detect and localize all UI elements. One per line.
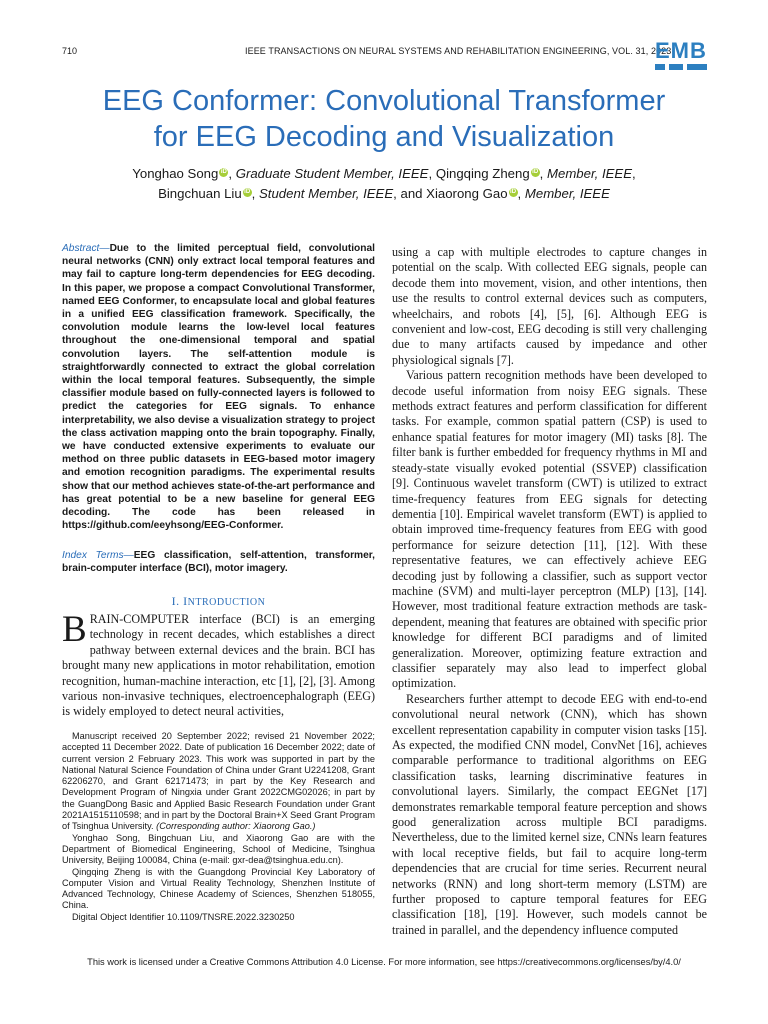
paragraph: Researchers further attempt to decode EEG with end-to-end convolutional neural network (CNN), which has shown excellent representation capability in computer vision tasks [15]. As expected, the modified CNN model, ConvNet [16], achieves comparable performance to traditional algorithms on EEG classification tasks, learning discriminative features in convolutional layers. Similarly, the compact EEGNet [17] demonstrates remarkable temporal feature perception and shows good generalization across multiple BCI paradigms. Nevertheless, due to the limited kernel size, CNNs learn features with local receptive fields, but fail to acquire long-term dependencies that are crucial for time series. Recurrent neural networks (RNN) and long short-term memory (LSTM) are further proposed to capture temporal features for EEG classification [18], [19]. However, such models cannot be trained in parallel, and the dependency influence computed — [392, 691, 707, 937]
author-name: Bingchuan Liu — [158, 186, 242, 201]
introduction-text — [62, 609, 375, 720]
orcid-icon[interactable]: iD — [244, 189, 251, 195]
drop-cap: B — [62, 609, 87, 650]
orcid-icon[interactable]: iD — [532, 169, 539, 175]
author-line-2: Bingchuan Liu iD , Student Member, IEEE, and Xiaorong Gao iD , Member, IEEE — [158, 186, 610, 201]
author-name: Qingqing Zheng — [435, 166, 530, 181]
license-footer: This work is licensed under a Creative Commons Attribution 4.0 License. For more information, see https://creativecommons.org/licenses/by/4.0/ — [87, 957, 681, 967]
author-line-1: Yonghao Song iD , Graduate Student Member, IEEE, Qingqing Zheng iD , Member, IEEE, — [132, 166, 636, 181]
author-list — [0, 164, 768, 204]
orcid-icon[interactable]: iD — [220, 169, 227, 175]
right-column-text — [392, 245, 707, 938]
intro-lead: RAIN-COMPUTER — [89, 612, 190, 626]
emb-logo — [655, 38, 710, 76]
corresponding-author: (Corresponding author: Xiaorong Gao.) — [156, 821, 316, 832]
paragraph: using a cap with multiple electrodes to capture changes in potential on the scalp. With collected EEG signals, people can decode them into movement, vision, and other intentions, then use the results to control external devices such as computers, wheelchairs, and robots [4], [5], [6]. Although EEG is convenient and low-cost, EEG decoding is still very challenging due to many artifacts caused by impedance and other physiological signals [7]. — [392, 245, 707, 367]
author-name: Xiaorong Gao — [426, 186, 508, 201]
author-role: Graduate Student Member, IEEE — [235, 166, 429, 181]
footnotes — [62, 731, 375, 923]
page-number: 710 — [62, 46, 78, 56]
logo-bar — [687, 64, 707, 70]
affiliation-note-2: Qingqing Zheng is with the Guangdong Provincial Key Laboratory of Computer Vision and Virtual Reality Technology, Shenzhen Institute of Advanced Technology, Chinese Academy of Sciences, Shenzhen 518055, China. — [62, 866, 375, 911]
journal-header: IEEE TRANSACTIONS ON NEURAL SYSTEMS AND REHABILITATION ENGINEERING, VOL. 31, 2023 — [245, 46, 672, 56]
manuscript-note: Manuscript received 20 September 2022; revised 21 November 2022; accepted 11 December 2022. Date of publication 16 December 2022; date of current version 2 February 2023. This work was supported in part by the National Natural Science Foundation of China under Grant U2241208, Grant 62206270, and Grant 62171473; in part by the Key Research and Development Program of Ningxia under Grant 2022CMG02026; in part by the GuangDong Basic and Applied Basic Research Foundation under Grant 2021A1515110598; and in part by the Doctoral Brain+X Seed Grant Program of Tsinghua University. — [62, 731, 375, 832]
affiliation-note-1: Yonghao Song, Bingchuan Liu, and Xiaorong Gao are with the Department of Biomedical Engineering, School of Medicine, Tsinghua University, Beijing 100084, China (e-mail: gxr-dea@tsinghua.edu.cn). — [62, 832, 375, 866]
emb-logo-text: EMB — [655, 38, 707, 63]
abstract-label: Abstract— — [62, 243, 110, 254]
index-terms-label: Index Terms— — [62, 550, 134, 561]
abstract — [62, 242, 375, 532]
author-role: Student Member, IEEE — [259, 186, 394, 201]
index-terms-text: EEG classification, self-attention, transformer, brain-computer interface (BCI), motor imagery. — [62, 550, 375, 575]
abstract-text: Due to the limited perceptual field, convolutional neural networks (CNN) only extract local temporal features and may fail to capture long-term dependencies for EEG decoding. In this paper, we propose a compact Convolutional Transformer, named EEG Conformer, to encapsulate local and global features in a unified EEG classification framework. Specifically, the convolution module learns the low-level local features throughout the one-dimensional temporal and spatial convolution layers. The self-attention module is straightforwardly connected to extract the global correlation within the local temporal features. Subsequently, the simple classifier module based on fully-connected layers is followed to predict the categories for EEG signals. To enhance interpretability, we also devise a visualization strategy to project the class activation mapping onto the brain topography. Finally, we have conducted extensive experiments to evaluate our method on three public datasets in EEG-based motor imagery and emotion recognition paradigms. The experimental results show that our method achieves state-of-the-art performance and has great potential to be a new baseline for general EEG decoding. The code has been released in https://github.com/eeyhsong/EEG-Conformer. — [62, 243, 375, 532]
index-terms — [62, 549, 375, 575]
author-role: Member, IEEE — [547, 166, 633, 181]
author-role: Member, IEEE — [524, 186, 610, 201]
logo-bar — [655, 64, 665, 70]
section-heading-introduction: I. INTRODUCTION — [171, 594, 266, 608]
title-line-2: for EEG Decoding and Visualization — [153, 121, 615, 153]
intro-body: interface (BCI) is an emerging technology in recent decades, which establishes a direct pathway between external devices and the brain. BCI has brought many new applications in motor rehabilitation, emotion recognition, human-machine interaction, etc [1], [2], [3]. Among various non-invasive techniques, electroencephalograph (EEG) is widely employed to detect neural activities, — [62, 612, 375, 719]
author-name: Yonghao Song — [132, 166, 219, 181]
doi-note: Digital Object Identifier 10.1109/TNSRE.2022.3230250 — [72, 911, 295, 922]
paragraph: Various pattern recognition methods have been developed to decode useful information from noisy EEG signals. These methods extract features and perform classification for different tasks. For example, common spatial pattern (CSP) is used to enhance spatial features for motor imagery (MI) tasks [8]. The filter bank is further embedded for frequency rhythms in MI and steady-state visually evoked potential (SSVEP) classification [9]. Continuous wavelet transform (CWT) is utilized to extract time-frequency features from EEG signals for detecting dementia [10]. Empirical wavelet transform (EWT) is applied to obtain improved time-frequency features from EEG with good performance for seizure detection [11], [12]. With these representative features, we can effectively achieve EEG decoding just by following a classifier, such as support vector machine (SVM) and multi-layer perceptron (MLP) [13], [14]. However, most traditional feature extraction methods are task-dependent, meaning that features are obtained with specific prior knowledge for different BCI paradigms and of limited generalization. Moreover, optimizing feature extraction and classifier separately may also lead to imperfect global optimization. — [392, 368, 707, 691]
paper-title — [0, 83, 768, 155]
logo-bar — [669, 64, 683, 70]
orcid-icon[interactable]: iD — [510, 189, 517, 195]
title-line-1: EEG Conformer: Convolutional Transformer — [102, 85, 666, 117]
